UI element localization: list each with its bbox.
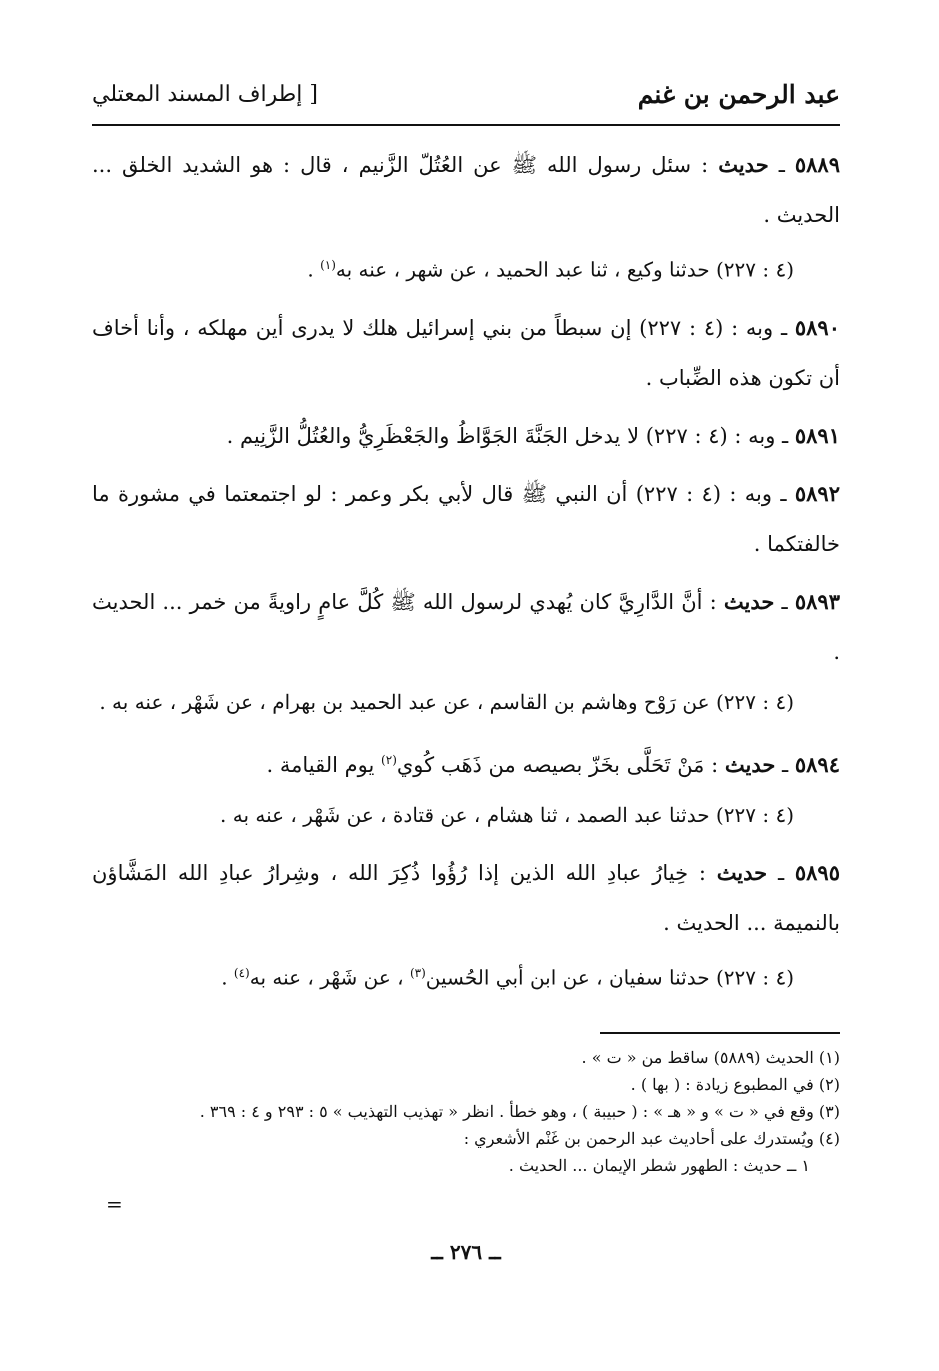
footnote-1: (١) الحديث (٥٨٨٩) ساقط من « ت » .	[581, 1048, 840, 1067]
hadith-text-end: يوم القيامة .	[266, 752, 382, 777]
footnote-ref: (٢)	[381, 752, 397, 767]
hadith-number: ٥٨٩١	[794, 422, 840, 448]
hadith-5894: ٥٨٩٤ ـ حديث : مَنْ تَحَلَّى بخَزّ بصيصه من ذَهَب كُوي$^{(٢)}$ يوم القيامة .	[266, 751, 840, 777]
hadith-number: ٥٨٩٣	[794, 588, 840, 614]
footnote-4-item-1: ١ ــ حديث : الطهور شطر الإيمان ... الحديث .	[508, 1156, 810, 1175]
isnad-5894	[92, 790, 840, 840]
hadith-keyword: حديث	[723, 588, 775, 614]
isnad-text: (٤ : ٢٢٧) حدثنا وكيع ، ثنا عبد الحميد ، عن شهر ، عنه به	[335, 257, 794, 282]
hadith-number: ٥٨٩٢	[794, 480, 840, 506]
footnote-2: (٢) في المطبوع زيادة : ( بها ) .	[630, 1075, 840, 1094]
hadith-5891: ٥٨٩١ ـ وبه : (٤ : ٢٢٧) لا يدخل الجَنَّةَ الجَوَّاظُ والجَعْظَرِيُّ والعُتُلُّ الزَّنِيم .	[226, 422, 840, 448]
footnote-ref: (٤)	[233, 965, 250, 980]
hadith-5890: ٥٨٩٠ ـ وبه : (٤ : ٢٢٧) إن سبطاً من بني إسرائيل هلك لا يدرى أين مهلكه ، وأنا أخاف أن تكون هذه الضِّباب .	[92, 314, 840, 390]
hadith-text: وبه : (٤ : ٢٢٧) إن سبطاً من بني إسرائيل هلك لا يدرى أين مهلكه ، وأنا أخاف أن تكون هذه الضِّباب .	[92, 315, 840, 390]
isnad-text: (٤ : ٢٢٧) حدثنا عبد الصمد ، ثنا هشام ، عن قتادة ، عن شَهْر ، عنه به .	[220, 802, 794, 827]
footnote-3: (٣) وقع في « ت » و « هـ » : ( حبيبة ) ، وهو خطأ . انظر « تهذيب التهذيب » ٥ : ٢٩٣ و ٤ : ٣٦٩ .	[199, 1102, 840, 1121]
isnad-end: .	[307, 257, 321, 282]
continuation-mark: =	[106, 1192, 123, 1216]
hadith-text: : سئل رسول الله ﷺ عن العُتُلّ الزَّنيم ، قال : هو الشديد الخلق ... الحديث .	[92, 153, 840, 227]
hadith-text: وبه : (٤ : ٢٢٧) لا يدخل الجَنَّةَ الجَوَّاظُ والجَعْظَرِيُّ والعُتُلُّ الزَّنِيم .	[226, 423, 776, 448]
hadith-keyword: حديث	[724, 751, 776, 777]
isnad-5889	[92, 240, 840, 295]
page-header	[92, 80, 840, 120]
isnad-text: (٤ : ٢٢٧) عن رَوْح وهاشم بن القاسم ، عن عبد الحميد بن بهرام ، عن شَهْر ، عنه به .	[99, 689, 794, 714]
book-title: [ إطراف المسند المعتلي	[92, 82, 318, 107]
hadith-5893: ٥٨٩٣ ـ حديث : أنَّ الدَّارِيَّ كان يُهدي لرسول الله ﷺ كُلَّ عامٍ راويةً من خمر ... الحديث .	[92, 588, 840, 664]
hadith-number: ٥٨٩٥	[794, 859, 840, 885]
footnote-rule	[600, 1032, 840, 1034]
hadith-text: : أنَّ الدَّارِيَّ كان يُهدي لرسول الله ﷺ كُلَّ عامٍ راويةً من خمر ... الحديث .	[92, 589, 840, 664]
footnote-ref: (١)	[320, 258, 336, 272]
hadith-keyword: حديث	[718, 152, 769, 177]
hadith-number: ٥٨٨٩	[794, 152, 840, 177]
footnote-ref: (٣)	[409, 965, 426, 980]
book-page	[92, 0, 840, 1371]
isnad-end: .	[221, 965, 234, 990]
hadith-text: وبه : (٤ : ٢٢٧) أن النبي ﷺ قال لأبي بكر وعمر : لو اجتمعتما في مشورة ما خالفتكما .	[92, 481, 840, 556]
footnote-4: (٤) ويُستدرك على أحاديث عبد الرحمن بن غَنْم الأشعري :	[463, 1129, 840, 1148]
isnad-text-mid: ، عن شَهْر ، عنه به	[249, 965, 410, 990]
hadith-text: : مَنْ تَحَلَّى بخَزّ بصيصه من ذَهَب كُوي	[396, 752, 719, 777]
page-number: ــ ٢٧٦ ــ	[431, 1240, 501, 1264]
isnad-5893	[92, 677, 840, 727]
hadith-text: : خِيارُ عبادِ الله الذين إذا رُؤُوا ذُكِرَ الله ، وشِرارُ عبادِ الله المَشَّاؤن بالنميمة ... الحديث .	[92, 860, 840, 935]
hadith-keyword: حديث	[716, 859, 768, 885]
header-rule	[92, 124, 840, 126]
hadith-number: ٥٨٩٠	[794, 314, 840, 340]
hadith-5895: ٥٨٩٥ ـ حديث : خِيارُ عبادِ الله الذين إذا رُؤُوا ذُكِرَ الله ، وشِرارُ عبادِ الله المَشَّاؤن بالنميمة ... الحديث .	[92, 859, 840, 935]
main-text	[92, 140, 840, 1002]
footnotes	[92, 1044, 840, 1179]
chapter-title: عبد الرحمن بن غنم	[637, 80, 840, 109]
hadith-5892: ٥٨٩٢ ـ وبه : (٤ : ٢٢٧) أن النبي ﷺ قال لأبي بكر وعمر : لو اجتمعتما في مشورة ما خالفتكما .	[92, 480, 840, 556]
hadith-number: ٥٨٩٤	[794, 751, 840, 777]
isnad-5895	[92, 948, 840, 1003]
isnad-text: (٤ : ٢٢٧) حدثنا سفيان ، عن ابن أبي الحُسين	[425, 965, 794, 990]
hadith-5889: ٥٨٨٩ ـ حديث : سئل رسول الله ﷺ عن العُتُلّ الزَّنيم ، قال : هو الشديد الخلق ... الحديث .	[92, 152, 840, 227]
